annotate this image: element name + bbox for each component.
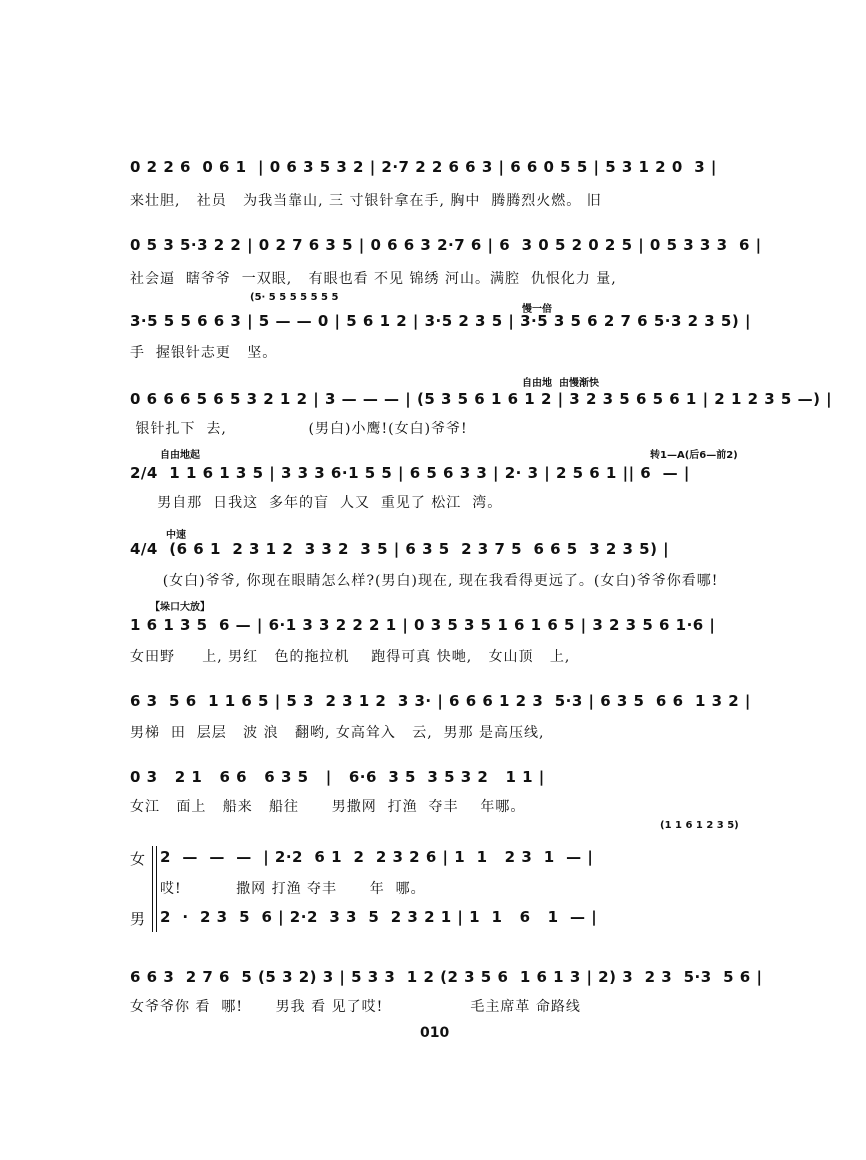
part-label-female: 女	[130, 850, 146, 868]
lyric-line: 来壮胆, 社员 为我当靠山, 三 寸银针拿在手, 胸中 腾腾烈火燃。 旧	[130, 193, 602, 209]
notation-line: 4/4 (6 6 1 2 3 1 2 3 3 2 3 5 | 6 3 5 2 3 7 5 6 6 5 3 2 3 5) |	[130, 540, 670, 558]
lyric-line-female: 哎! 撒网 打渔 夺丰 年 哪。	[160, 881, 426, 897]
lyric-line: 手 握银针志更 坚。	[130, 345, 278, 361]
system-bracket	[152, 846, 153, 932]
accompaniment-annotation: (1 1 6 1 2 3 5)	[660, 820, 739, 831]
notation-line: 6 6 3 2 7 6 5 (5 3 2) 3 | 5 3 3 1 2 (2 3 5 6 1 6 1 3 | 2) 3 2 3 5·3 5 6 |	[130, 968, 763, 986]
lyric-line: 男自那 日我这 多年的盲 人又 重见了 松江 湾。	[130, 495, 503, 511]
tempo-annotation: (5· 5 5 5 5 5 5 5	[250, 292, 339, 303]
lyric-line: 男梯 田 层层 波 浪 翻哟, 女高耸入 云, 男那 是高压线,	[130, 725, 545, 741]
notation-line: 2/4 1 1 6 1 3 5 | 3 3 3 6·1 5 5 | 6 5 6 3 3 | 2· 3 | 2 5 6 1 || 6 — |	[130, 464, 690, 482]
tempo-annotation: 自由地起	[160, 450, 200, 461]
lyric-line: (女白)爷爷, 你现在眼睛怎么样?(男白)现在, 现在我看得更远了。(女白)爷爷你看哪!	[130, 573, 719, 589]
notation-line: 0 3 2 1 6 6 6 3 5 | 6·6 3 5 3 5 3 2 1 1 |	[130, 768, 545, 786]
notation-line: 6 3 5 6 1 1 6 5 | 5 3 2 3 1 2 3 3· | 6 6 6 1 2 3 5·3 | 6 3 5 6 6 1 3 2 |	[130, 692, 751, 710]
lyric-line: 女爷爷你 看 哪! 男我 看 见了哎! 毛主席革 命路线	[130, 999, 581, 1015]
part-label-male: 男	[130, 910, 146, 928]
system-bracket	[156, 846, 157, 932]
lyric-line: 社会逼 瞎爷爷 一双眼, 有眼也看 不见 锦绣 河山。满腔 仇恨化力 量,	[130, 271, 617, 287]
notation-line: 3·5 5 5 6 6 3 | 5 — — 0 | 5 6 1 2 | 3·5 2 3 5 | 3·5 3 5 6 2 7 6 5·3 2 3 5) |	[130, 312, 751, 330]
page-number: 010	[420, 1025, 450, 1041]
notation-line: 0 6 6 6 5 6 5 3 2 1 2 | 3 — — — | (5 3 5 6 1 6 1 2 | 3 2 3 5 6 5 6 1 | 2 1 2 3 5 —) |	[130, 390, 833, 408]
key-change-annotation: 转1—A(后6—前2)	[650, 450, 738, 461]
notation-line: 0 5 3 5·3 2 2 | 0 2 7 6 3 5 | 0 6 6 3 2·7 6 | 6 3 0 5 2 0 2 5 | 0 5 3 3 3 6 |	[130, 236, 762, 254]
lyric-line: 女江 面上 船来 船往 男撒网 打渔 夺丰 年哪。	[130, 799, 526, 815]
notation-line-female: 2 — — — | 2·2 6 1 2 2 3 2 6 | 1 1 2 3 1 — |	[160, 848, 594, 866]
notation-line-male: 2 · 2 3 5 6 | 2·2 3 3 5 2 3 2 1 | 1 1 6 1 — |	[160, 908, 598, 926]
notation-line: 1 6 1 3 5 6 — | 6·1 3 3 2 2 2 1 | 0 3 5 3 5 1 6 1 6 5 | 3 2 3 5 6 1·6 |	[130, 616, 716, 634]
notation-line: 0 2 2 6 0 6 1 | 0 6 3 5 3 2 | 2·7 2 2 6 6 3 | 6 6 0 5 5 | 5 3 1 2 0 3 |	[130, 158, 717, 176]
tempo-annotation: 自由地 由慢渐快	[522, 378, 599, 389]
section-annotation: 【垛口大放】	[150, 602, 210, 613]
tempo-annotation: 慢一倍	[522, 304, 552, 315]
tempo-annotation: 中速	[166, 530, 186, 541]
lyric-line: 银针扎下 去, (男白)小鹰!(女白)爷爷!	[130, 421, 468, 437]
lyric-line: 女田野 上, 男红 色的拖拉机 跑得可真 快哋, 女山顶 上,	[130, 649, 571, 665]
